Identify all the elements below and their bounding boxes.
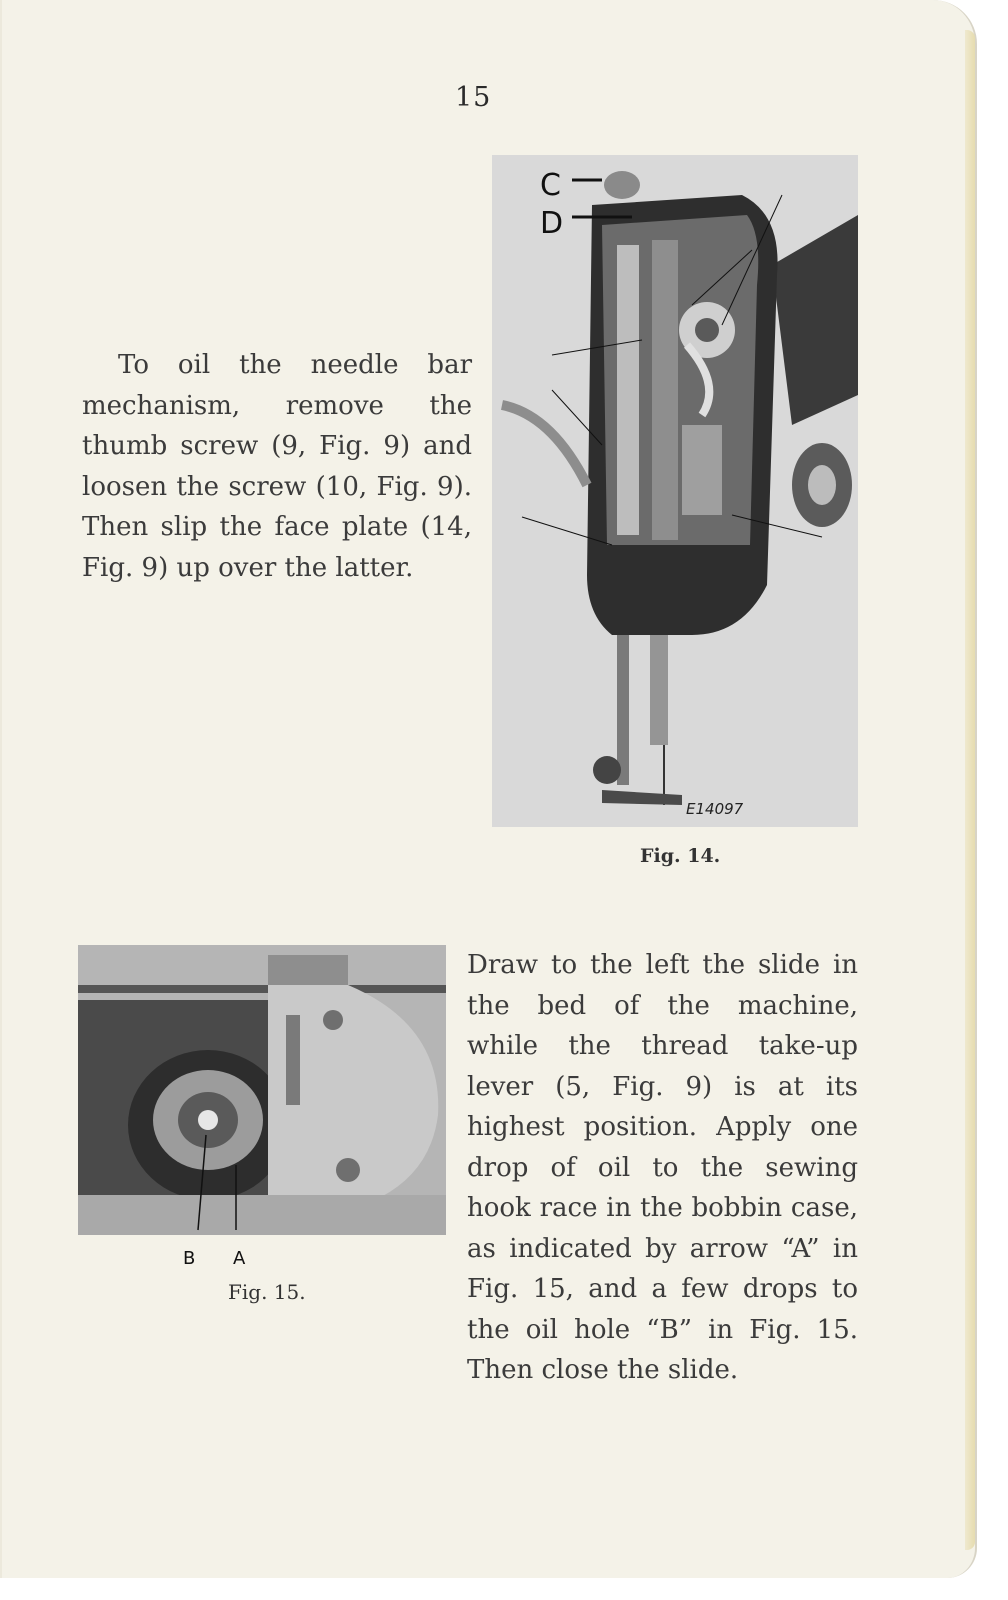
page-edge [965,30,975,1550]
paragraph-bobbin-oiling [82,945,858,1445]
figure-14-stamp: E14097 [686,800,744,818]
figure-15-label-a: A [233,1248,246,1269]
paragraph-bobbin-oiling-text: Draw to the left the slide in the bed of the machine, while the thread take-up lever (5, Fig. 9) is at its highest position. Apply one drop of oil to the sewing hook race in the bobbin case, as indicated by arrow “A” in Fig. 15, and a few drops to the oil hole “B” in Fig. 15. Then close the slide. [467,950,858,1385]
figure-15-text-wrap [82,945,467,1445]
figure-15-caption: Fig. 15. [228,1280,306,1304]
figure-14-caption: Fig. 14. [640,845,721,867]
figure-14-label-c: C [540,168,561,203]
figure-15-label-b: B [183,1248,196,1269]
paragraph-needle-bar: To oil the needle bar mechanism, remove the thumb screw (9, Fig. 9) and loosen the screw (10, Fig. 9). Then slip the face plate (14, Fig. 9) up over the latter. [82,350,472,583]
page-number: 15 [455,82,492,113]
figure-14-label-d: D [540,206,564,241]
figure-14-photo [492,155,858,827]
